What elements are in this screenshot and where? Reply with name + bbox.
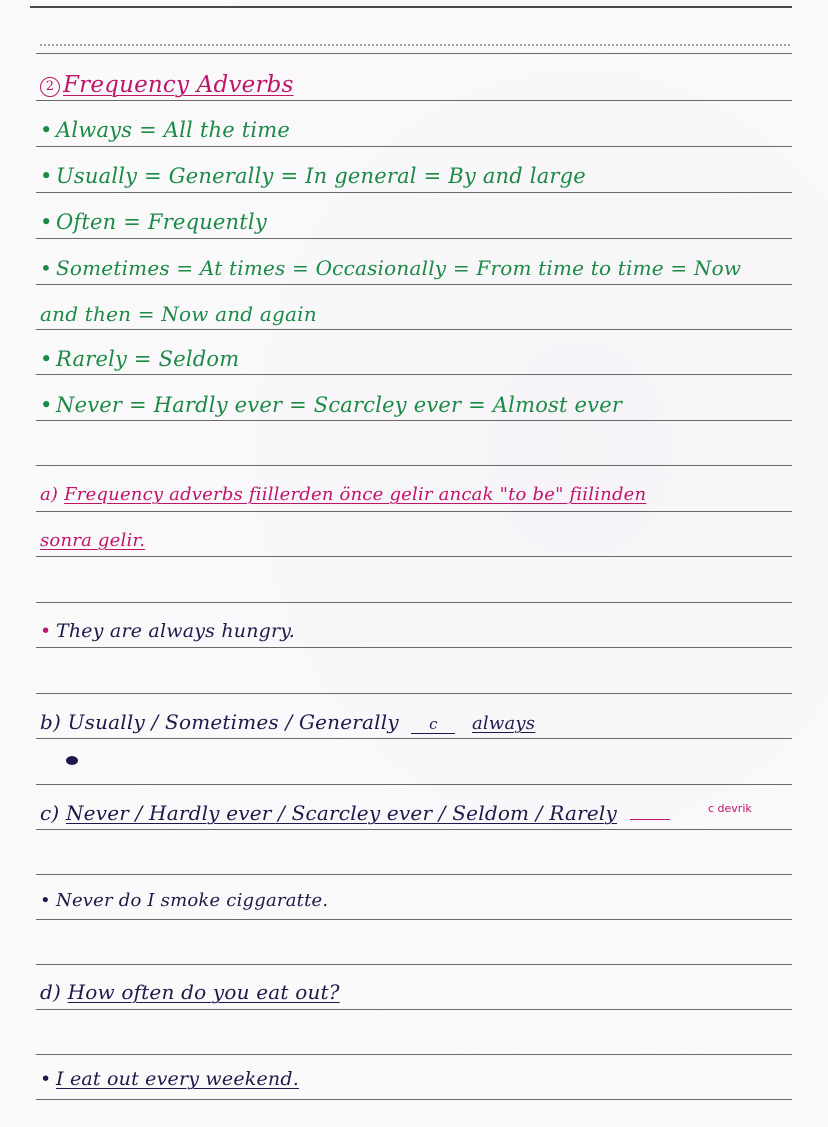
- page-top-edge: [30, 6, 792, 8]
- ruled-line: [36, 465, 792, 466]
- rule-d: [40, 980, 340, 1004]
- ruled-line: [36, 238, 792, 239]
- ruled-line: [36, 964, 792, 965]
- ink-blot: [66, 756, 78, 765]
- synonym-line-never: [40, 393, 622, 417]
- rule-a-text-cont: sonra gelir.: [40, 530, 146, 551]
- rule-b-text: Usually / Sometimes / Generally: [67, 710, 399, 734]
- synonym-text: and then = Now and again: [40, 302, 317, 326]
- ruled-line: [36, 100, 792, 101]
- bullet: •: [40, 210, 53, 234]
- rule-c-example: [40, 890, 328, 911]
- ruled-line: [36, 329, 792, 330]
- synonym-text: Rarely = Seldom: [56, 347, 240, 371]
- bullet: •: [40, 393, 53, 417]
- ruled-line: [36, 693, 792, 694]
- example-text: Never do I smoke ciggaratte.: [56, 890, 329, 911]
- bullet: •: [40, 256, 52, 280]
- section-heading: [40, 72, 294, 98]
- rule-d-answer: [40, 1068, 299, 1090]
- ruled-line: [36, 511, 792, 512]
- ruled-line: [36, 738, 792, 739]
- ruled-line: [36, 146, 792, 147]
- bullet: •: [40, 347, 53, 371]
- bullet: •: [40, 164, 53, 188]
- rule-d-question: How often do you eat out?: [67, 980, 340, 1004]
- ruled-line: [36, 53, 792, 54]
- synonym-text: Usually = Generally = In general = By and large: [56, 164, 586, 188]
- bullet: •: [40, 620, 52, 642]
- rule-d-label: d): [40, 980, 62, 1004]
- section-number-badge: 2: [40, 77, 60, 97]
- synonym-text: Often = Frequently: [56, 210, 267, 234]
- rule-a-cont: [40, 530, 145, 551]
- ruled-line: [36, 420, 792, 421]
- section-title: Frequency Adverbs: [63, 72, 294, 98]
- ruled-line: [36, 874, 792, 875]
- ruled-line: [36, 1009, 792, 1010]
- ruled-line: [36, 784, 792, 785]
- rule-c: [40, 801, 670, 825]
- rule-a-text: Frequency adverbs fiillerden önce gelir ancak "to be" fiilinden: [64, 484, 647, 505]
- example-text: They are always hungry.: [56, 620, 295, 642]
- rule-a: [40, 484, 646, 505]
- ruled-line: [36, 602, 792, 603]
- bullet: •: [40, 118, 53, 142]
- ruled-line: [36, 919, 792, 920]
- synonym-text: Sometimes = At times = Occasionally = From time to time = Now: [56, 256, 742, 280]
- rule-c-connector: [630, 819, 670, 820]
- rule-b-connector: c: [411, 715, 455, 734]
- synonym-line-sometimes: [40, 256, 741, 280]
- rule-b: [40, 710, 535, 734]
- rule-a-example: [40, 620, 295, 642]
- bullet: •: [40, 890, 51, 911]
- rule-b-label: b): [40, 710, 62, 734]
- ruled-line: [36, 647, 792, 648]
- rule-c-label: c): [40, 801, 60, 825]
- ruled-line: [36, 284, 792, 285]
- rule-a-label: a): [40, 484, 59, 505]
- synonym-text: Never = Hardly ever = Scarcley ever = Almost ever: [56, 393, 623, 417]
- ruled-line: [36, 556, 792, 557]
- rule-c-note: c devrik: [708, 802, 752, 815]
- synonym-line-usually: [40, 164, 586, 188]
- ruled-line: [36, 829, 792, 830]
- synonym-line-rarely: [40, 347, 239, 371]
- ruled-line: [36, 1099, 792, 1100]
- ruled-line: [36, 1054, 792, 1055]
- synonym-line-sometimes-cont: [40, 302, 317, 326]
- rule-c-text: Never / Hardly ever / Scarcley ever / Seldom / Rarely: [65, 801, 618, 825]
- ruled-line: [36, 192, 792, 193]
- ruled-line: [36, 374, 792, 375]
- synonym-text: Always = All the time: [56, 118, 291, 142]
- synonym-line-often: [40, 210, 267, 234]
- answer-text: I eat out every weekend.: [56, 1068, 299, 1090]
- dotted-margin-row: [40, 44, 790, 48]
- bullet: •: [40, 1068, 52, 1090]
- rule-b-end: always: [471, 713, 536, 734]
- synonym-line-always: [40, 118, 290, 142]
